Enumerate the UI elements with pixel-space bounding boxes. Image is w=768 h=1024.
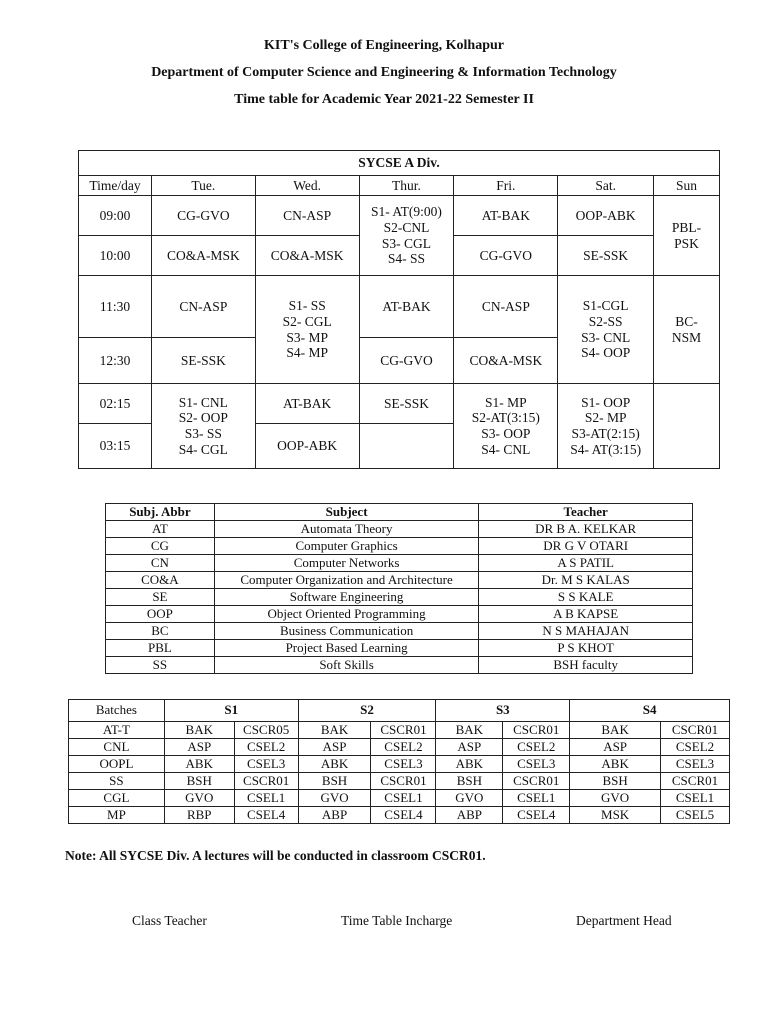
slot-cell: S1- OOP S2- MP S3-AT(2:15) S4- AT(3:15) [558,384,654,469]
batch-header-s2: S2 [298,700,436,722]
table-cell: ASP [298,739,371,756]
table-cell: Computer Organization and Architecture [214,572,479,589]
table-cell: CSEL1 [661,790,730,807]
slot-cell: BC- NSM [654,276,720,384]
slot-cell: OOP-ABK [558,196,654,236]
col-header-time: Time/day [79,176,152,196]
batch-table [68,699,730,824]
table-cell: CO&A [106,572,215,589]
timetable [78,150,720,469]
slot-cell: AT-BAK [359,276,454,338]
subject-row [106,521,693,538]
table-cell: BSH [164,773,234,790]
signature-department-head: Department Head [576,913,672,928]
slot-cell: S1-CGL S2-SS S3- CNL S4- OOP [558,276,654,384]
subject-header-abbr: Subj. Abbr [106,504,215,521]
batch-header-s3: S3 [436,700,570,722]
college-title: KIT's College of Engineering, Kolhapur [264,38,504,53]
table-cell: GVO [298,790,371,807]
batch-rows [69,722,730,824]
table-cell: AT-T [69,722,165,739]
batch-header-s4: S4 [570,700,730,722]
table-cell: CSEL3 [234,756,298,773]
table-cell: CSEL5 [661,807,730,824]
division-title: SYCSE A Div. [79,151,720,176]
slot-cell: AT-BAK [255,384,359,424]
slot-cell: CO&A-MSK [255,236,359,276]
table-cell: CSEL1 [234,790,298,807]
subject-row [106,589,693,606]
table-cell: Computer Networks [214,555,479,572]
table-cell: P S KHOT [479,640,693,657]
time-0900: 09:00 [79,196,152,236]
batch-row [69,773,730,790]
subject-row [106,606,693,623]
table-cell: CSCR01 [234,773,298,790]
table-cell: CSEL3 [371,756,436,773]
table-cell: CSEL3 [661,756,730,773]
subject-row [106,623,693,640]
classroom-note: Note: All SYCSE Div. A lectures will be conducted in classroom CSCR01. [65,848,486,863]
batch-row [69,790,730,807]
subject-header-name: Subject [214,504,479,521]
batch-header-label: Batches [69,700,165,722]
table-cell: SE [106,589,215,606]
table-cell: BAK [570,722,661,739]
col-header-sat: Sat. [558,176,654,196]
time-1130: 11:30 [79,276,152,338]
table-cell: CSCR01 [371,773,436,790]
slot-cell: CN-ASP [255,196,359,236]
table-cell: BAK [164,722,234,739]
slot-cell: CG-GVO [151,196,255,236]
table-cell: ABK [298,756,371,773]
table-cell: ASP [570,739,661,756]
table-cell: S S KALE [479,589,693,606]
table-cell: MSK [570,807,661,824]
table-cell: BC [106,623,215,640]
table-cell: Automata Theory [214,521,479,538]
time-0215: 02:15 [79,384,152,424]
table-cell: ABP [436,807,503,824]
batch-header-s1: S1 [164,700,298,722]
table-cell: Soft Skills [214,657,479,674]
subject-row [106,538,693,555]
time-0315: 03:15 [79,424,152,469]
table-cell: CGL [69,790,165,807]
table-cell: CG [106,538,215,555]
table-cell: CSCR01 [661,722,730,739]
subject-row [106,555,693,572]
col-header-sun: Sun [654,176,720,196]
table-cell: CSCR01 [503,773,570,790]
table-cell: BSH faculty [479,657,693,674]
table-cell: CSEL2 [234,739,298,756]
table-cell: BAK [436,722,503,739]
subject-row [106,640,693,657]
subject-header-teacher: Teacher [479,504,693,521]
subject-row [106,572,693,589]
table-cell: BSH [436,773,503,790]
slot-cell: CN-ASP [151,276,255,338]
signature-class-teacher: Class Teacher [132,913,207,928]
timetable-title: Time table for Academic Year 2021-22 Semester II [234,92,534,107]
table-cell: CSCR05 [234,722,298,739]
subject-rows [106,521,693,674]
table-cell: OOPL [69,756,165,773]
table-cell: CSEL2 [371,739,436,756]
table-cell: CSEL4 [503,807,570,824]
table-cell: GVO [570,790,661,807]
slot-cell: CO&A-MSK [151,236,255,276]
table-cell: N S MAHAJAN [479,623,693,640]
table-cell: Project Based Learning [214,640,479,657]
table-cell: SS [106,657,215,674]
table-cell: ABK [436,756,503,773]
table-cell: Software Engineering [214,589,479,606]
slot-cell [654,384,720,469]
time-1230: 12:30 [79,338,152,384]
table-cell: ASP [436,739,503,756]
table-cell: PBL [106,640,215,657]
subject-row [106,657,693,674]
table-cell: RBP [164,807,234,824]
col-header-fri: Fri. [454,176,558,196]
table-cell: BAK [298,722,371,739]
slot-cell: SE-SSK [359,384,454,424]
table-cell: DR G V OTARI [479,538,693,555]
table-cell: CSCR01 [371,722,436,739]
slot-cell: CG-GVO [454,236,558,276]
table-cell: BSH [570,773,661,790]
slot-cell: OOP-ABK [255,424,359,469]
slot-cell: SE-SSK [151,338,255,384]
slot-cell: S1- AT(9:00) S2-CNL S3- CGL S4- SS [359,196,454,276]
table-cell: CSEL2 [661,739,730,756]
table-cell: CN [106,555,215,572]
batch-row [69,756,730,773]
batch-row [69,739,730,756]
department-title: Department of Computer Science and Engineering & Information Technology [151,65,617,80]
table-cell: ABP [298,807,371,824]
table-cell: A B KAPSE [479,606,693,623]
col-header-thu: Thur. [359,176,454,196]
table-cell: MP [69,807,165,824]
table-cell: BSH [298,773,371,790]
slot-cell: CN-ASP [454,276,558,338]
col-header-wed: Wed. [255,176,359,196]
table-cell: CSEL3 [503,756,570,773]
table-cell: CSCR01 [661,773,730,790]
table-cell: GVO [164,790,234,807]
subject-table [105,503,693,674]
slot-cell: S1- SS S2- CGL S3- MP S4- MP [255,276,359,384]
col-header-tue: Tue. [151,176,255,196]
table-cell: AT [106,521,215,538]
batch-row [69,722,730,739]
table-cell: DR B A. KELKAR [479,521,693,538]
slot-cell [359,424,454,469]
slot-cell: CG-GVO [359,338,454,384]
table-cell: Computer Graphics [214,538,479,555]
table-cell: Object Oriented Programming [214,606,479,623]
signature-incharge: Time Table Incharge [341,913,453,928]
table-cell: CSEL2 [503,739,570,756]
table-cell: CSEL1 [503,790,570,807]
slot-cell: PBL- PSK [654,196,720,276]
slot-cell: AT-BAK [454,196,558,236]
time-1000: 10:00 [79,236,152,276]
slot-cell: S1- CNL S2- OOP S3- SS S4- CGL [151,384,255,469]
table-cell: CSEL4 [371,807,436,824]
slot-cell: S1- MP S2-AT(3:15) S3- OOP S4- CNL [454,384,558,469]
table-cell: GVO [436,790,503,807]
batch-row [69,807,730,824]
table-cell: CSEL4 [234,807,298,824]
table-cell: CNL [69,739,165,756]
table-cell: ASP [164,739,234,756]
table-cell: OOP [106,606,215,623]
table-cell: CSEL1 [371,790,436,807]
table-cell: ABK [164,756,234,773]
table-cell: CSCR01 [503,722,570,739]
table-cell: ABK [570,756,661,773]
slot-cell: CO&A-MSK [454,338,558,384]
table-cell: A S PATIL [479,555,693,572]
table-cell: Dr. M S KALAS [479,572,693,589]
slot-cell: SE-SSK [558,236,654,276]
table-cell: SS [69,773,165,790]
table-cell: Business Communication [214,623,479,640]
